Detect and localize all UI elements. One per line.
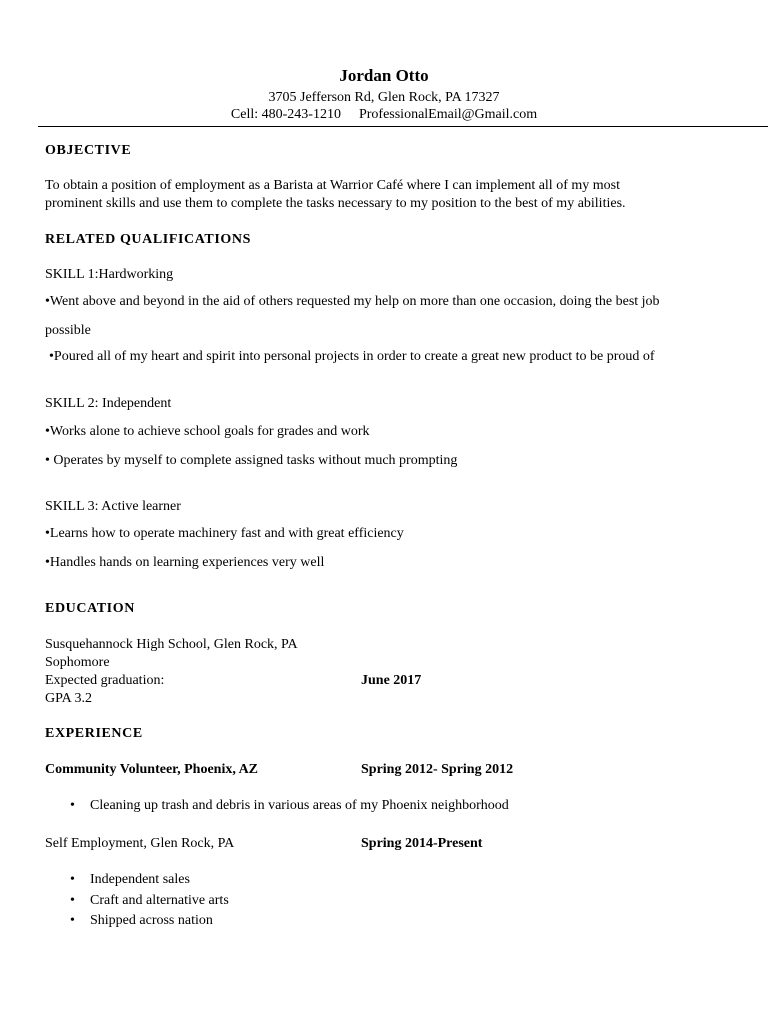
address-line: 3705 Jefferson Rd, Glen Rock, PA 17327: [268, 90, 500, 105]
skill-1-bullet-2: •Poured all of my heart and spirit into personal projects in order to create a great new product to be proud of: [49, 349, 655, 364]
education-heading: EDUCATION: [45, 601, 135, 616]
email-address: ProfessionalEmail@Gmail.com: [358, 107, 538, 122]
bullet-icon: •: [70, 913, 75, 928]
graduation-date: June 2017: [361, 673, 422, 688]
graduation-label: Expected graduation:: [45, 673, 165, 688]
skill-3-bullet-2: •Handles hands on learning experiences very well: [45, 555, 325, 570]
school-year: Sophomore: [45, 655, 110, 670]
bullet-icon: •: [70, 798, 75, 813]
gpa: GPA 3.2: [45, 691, 92, 706]
objective-text-line-1: To obtain a position of employment as a Barista at Warrior Café where I can implement all of my most: [45, 178, 620, 193]
header-divider: [38, 126, 768, 127]
objective-heading: OBJECTIVE: [45, 143, 132, 158]
job-1-bullet-1: Cleaning up trash and debris in various areas of my Phoenix neighborhood: [90, 798, 509, 813]
job-2-dates: Spring 2014-Present: [361, 836, 483, 851]
job-2-title: Self Employment, Glen Rock, PA: [45, 836, 235, 851]
skill-2-bullet-2: • Operates by myself to complete assigned tasks without much prompting: [45, 453, 458, 468]
bullet-icon: •: [70, 892, 75, 908]
skill-2-bullet-1: •Works alone to achieve school goals for grades and work: [45, 424, 370, 439]
job-1-dates: Spring 2012- Spring 2012: [361, 762, 514, 777]
job-2-bullet-1: Independent sales: [90, 872, 190, 887]
contact-line: [0, 107, 768, 123]
objective-text-line-2: prominent skills and use them to complete the tasks necessary to my position to the best of my abilities.: [45, 196, 626, 211]
skill-1-bullet-1: •Went above and beyond in the aid of others requested my help on more than one occasion, doing the best job: [45, 294, 660, 309]
job-2-bullet-2: Craft and alternative arts: [90, 892, 229, 908]
skill-3-title: SKILL 3: Active learner: [45, 499, 181, 514]
job-1-title: Community Volunteer, Phoenix, AZ: [45, 762, 259, 777]
school-name: Susquehannock High School, Glen Rock, PA: [45, 637, 298, 652]
resume-name: Jordan Otto: [339, 66, 429, 85]
skill-1-bullet-1-continued: possible: [45, 323, 91, 338]
job-2-bullet-3: Shipped across nation: [90, 913, 213, 928]
cell-phone: Cell: 480-243-1210: [230, 107, 341, 122]
experience-heading: EXPERIENCE: [45, 726, 143, 741]
skill-3-bullet-1: •Learns how to operate machinery fast and with great efficiency: [45, 526, 404, 541]
bullet-icon: •: [70, 872, 75, 887]
skill-2-title: SKILL 2: Independent: [45, 396, 172, 411]
skill-1-title: SKILL 1:Hardworking: [45, 267, 174, 282]
qualifications-heading: RELATED QUALIFICATIONS: [45, 232, 251, 247]
